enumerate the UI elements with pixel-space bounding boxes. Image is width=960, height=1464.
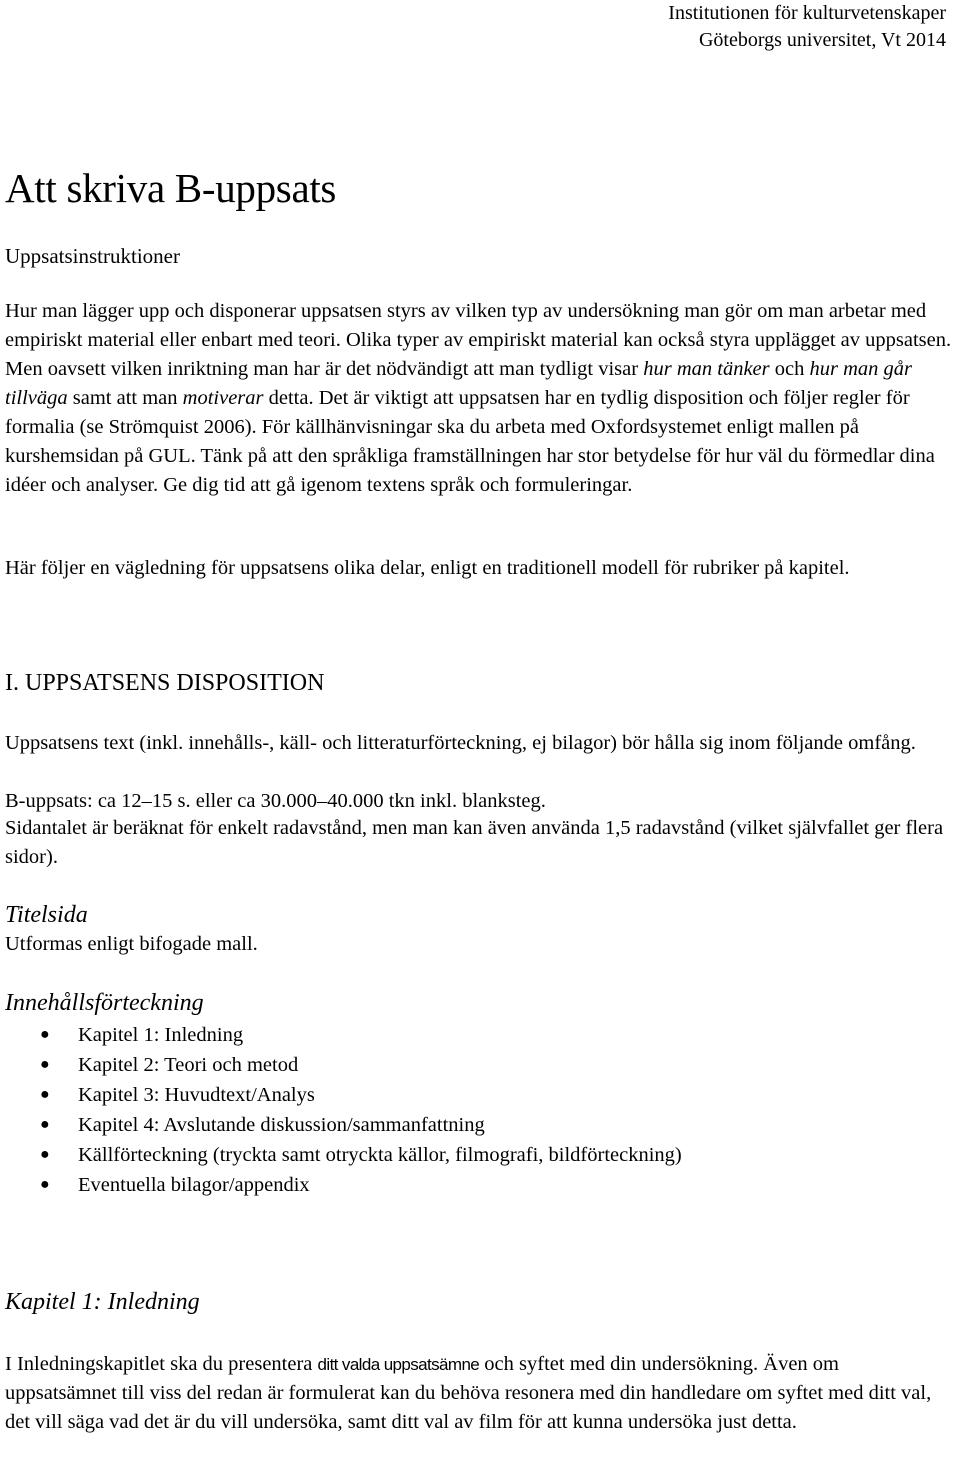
heading-innehallsforteckning: Innehållsförteckning [5,990,204,1016]
intro-text-2: och [769,358,810,380]
toc-item-label: Kapitel 3: Huvudtext/Analys [78,1084,315,1106]
toc-item-label: Eventuella bilagor/appendix [78,1174,310,1196]
bullet-icon: ● [40,1146,50,1163]
document-title: Att skriva B-uppsats [5,165,337,211]
intro-emphasis-3: motiverar [182,387,264,409]
heading-kapitel-1: Kapitel 1: Inledning [5,1289,200,1315]
toc-list-item [0,1110,682,1140]
bullet-icon: ● [40,1116,50,1133]
toc-item-label: Kapitel 1: Inledning [78,1024,244,1046]
intro-emphasis-1: hur man tänker [643,358,770,380]
toc-item-label: Kapitel 4: Avslutande diskussion/sammanfattning [78,1114,485,1136]
intro-emphasis-2: hur man går tillväga [5,358,912,409]
kapitel-1-paragraph [5,1350,953,1437]
kapitel-1-text-2: och syftet med din undersökning. Även om uppsatsämnet till viss del redan är formulerat kan du behöva resonera med din handledare om syftet med ditt val, det vill säga vad det är du vill undersöka, samt ditt val av film för att kunna undersöka just detta. [5,1353,932,1433]
bullet-icon: ● [40,1176,50,1193]
guidance-paragraph: Här följer en vägledning för uppsatsens olika delar, enligt en traditionell modell för rubriker på kapitel. [5,557,850,579]
intro-paragraph [5,297,953,500]
toc-list-item [0,1020,682,1050]
header-university-term: Göteborgs universitet, Vt 2014 [698,29,946,51]
toc-item-label: Kapitel 2: Teori och metod [78,1054,299,1076]
titelsida-text: Utformas enligt bifogade mall. [5,933,258,955]
kapitel-1-text-1: I Inledningskapitlet ska du presentera [5,1353,318,1375]
heading-titelsida: Titelsida [5,902,88,928]
toc-list-item [0,1080,682,1110]
intro-text-4: detta. Det är viktigt att uppsatsen har en tydlig disposition och följer regler för formalia (se Strömquist 2006). För källhänvisningar ska du arbeta med Oxfordsystemet enligt mallen på kurshemsidan på GUL. Tänk på att den språkliga framställningen har stor betydelse för hur väl du förmedlar dina idéer och analyser. Ge dig tid att gå igenom textens språk och formuleringar. [5,387,935,496]
disposition-scope-text: Uppsatsens text (inkl. innehålls-, käll- och litteraturförteckning, ej bilagor) bör hålla sig inom följande omfång. [5,732,916,754]
intro-text-3: samt att man [67,387,183,409]
bullet-icon: ● [40,1026,50,1043]
toc-list-item [0,1140,682,1170]
toc-list [0,1020,682,1200]
document-subtitle: Uppsatsinstruktioner [5,244,180,268]
header-institution: Institutionen för kulturvetenskaper [668,2,946,24]
disposition-spacing-text: Sidantalet är beräknat för enkelt radavstånd, men man kan även använda 1,5 radavstånd (vilket självfallet ger flera sidor). [5,817,944,868]
toc-item-label: Källförteckning (tryckta samt otryckta källor, filmografi, bildförteckning) [78,1144,682,1166]
bullet-icon: ● [40,1056,50,1073]
page-header [668,0,946,54]
bullet-icon: ● [40,1086,50,1103]
disposition-length-text: B-uppsats: ca 12–15 s. eller ca 30.000–40.000 tkn inkl. blanksteg. [5,790,546,812]
intro-text-1: Hur man lägger upp och disponerar uppsatsen styrs av vilken typ av undersökning man gör om man arbetar med empiriskt material eller enbart med teori. Olika typer av empiriskt material kan också styra upplägget av uppsatsen. Men oavsett vilken inriktning man har är det nödvändigt att man tydligt visar [5,300,952,380]
section-heading-disposition: I. UPPSATSENS DISPOSITION [5,670,325,696]
toc-list-item [0,1170,682,1200]
kapitel-1-topic-phrase: ditt valda uppsatsämne [317,1355,480,1374]
toc-list-item [0,1050,682,1080]
